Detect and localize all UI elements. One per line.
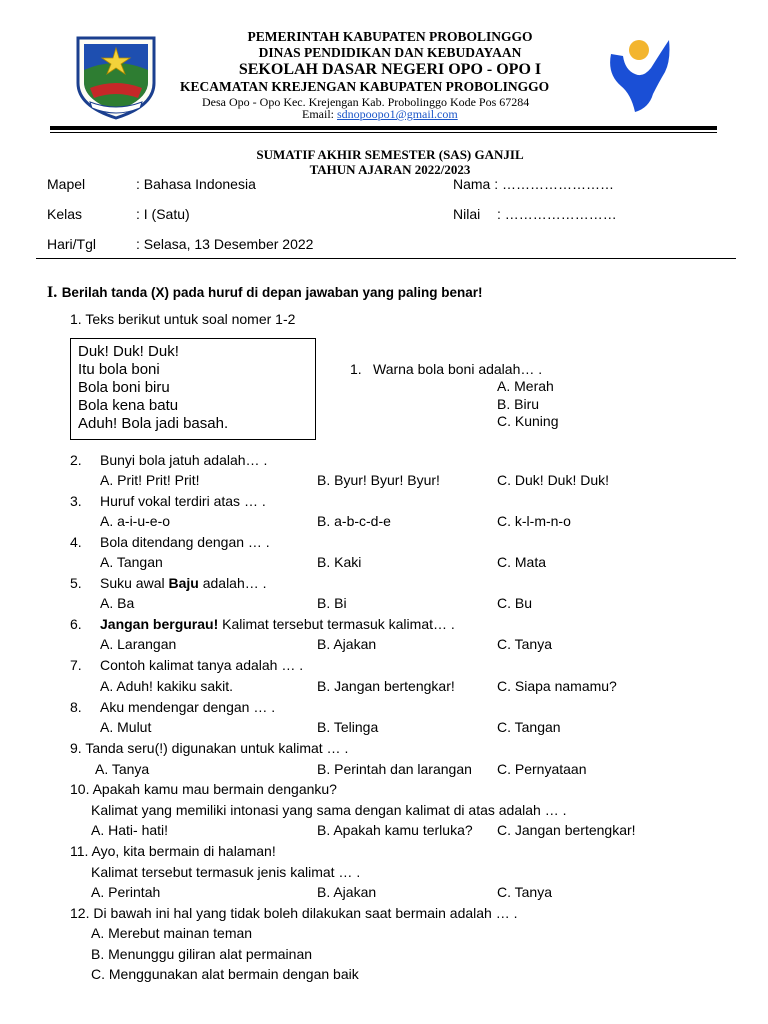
q11-option-b: B. Ajakan <box>317 884 377 900</box>
q11-text: 11. Ayo, kita bermain di halaman! <box>70 843 276 859</box>
q7-option-b: B. Jangan bertengkar! <box>317 678 455 694</box>
q10-option-a: A. Hati- hati! <box>91 822 169 838</box>
q7-option-a: A. Aduh! kakiku sakit. <box>100 678 234 694</box>
header-line-2: DINAS PENDIDIKAN DAN KEBUDAYAAN <box>258 45 522 60</box>
nilai-field: : …………………… <box>497 206 617 222</box>
q8-text: Aku mendengar dengan … . <box>100 699 276 715</box>
q11-option-a: A. Perintah <box>91 884 161 900</box>
q10-option-c: C. Jangan bertengkar! <box>497 822 636 838</box>
story-line: Aduh! Bola jadi basah. <box>78 415 229 432</box>
story-line: Duk! Duk! Duk! <box>78 343 179 360</box>
q1-text: Warna bola boni adalah… . <box>373 361 543 377</box>
exam-title: SUMATIF AKHIR SEMESTER (SAS) GANJIL <box>256 147 524 162</box>
q9-option-a: A. Tanya <box>95 761 150 777</box>
q5-text <box>100 575 267 591</box>
q8-number: 8. <box>70 699 82 715</box>
q5-text-post: adalah… . <box>198 575 267 591</box>
q2-option-c: C. Duk! Duk! Duk! <box>497 472 610 488</box>
q3-option-c: C. k-l-m-n-o <box>497 513 571 529</box>
q10-text: 10. Apakah kamu mau bermain denganku? <box>70 781 337 797</box>
kelas-value: : I (Satu) <box>136 206 190 222</box>
q1-number: 1. <box>350 361 362 377</box>
q5-text-bold: Baju <box>168 575 199 591</box>
q4-option-c: C. Mata <box>497 554 547 570</box>
letterhead-rule-thin <box>50 132 717 133</box>
q6-text-bold: Jangan bergurau! <box>100 616 219 632</box>
q8-option-b: B. Telinga <box>317 719 379 735</box>
q3-text: Huruf vokal terdiri atas … . <box>100 493 266 509</box>
q9-text: 9. Tanda seru(!) digunakan untuk kalimat … . <box>70 740 349 756</box>
q6-option-b: B. Ajakan <box>317 636 377 652</box>
q6-option-c: C. Tanya <box>497 636 552 652</box>
nama-field: Nama : …………………… <box>453 176 615 192</box>
story-box <box>70 338 316 440</box>
email-link[interactable]: sdnopoopo1@gmail.com <box>337 107 458 121</box>
q7-text: Contoh kalimat tanya adalah … . <box>100 657 304 673</box>
header-line-1: PEMERINTAH KABUPATEN PROBOLINGGO <box>247 29 533 44</box>
q11-subtext: Kalimat tersebut termasuk jenis kalimat … . <box>91 864 361 880</box>
section-roman: I. <box>47 284 58 301</box>
school-brand-logo <box>605 34 677 118</box>
q6-text <box>100 616 455 632</box>
identity-rule <box>36 258 736 259</box>
q3-option-a: A. a-i-u-e-o <box>100 513 171 529</box>
q4-number: 4. <box>70 534 82 550</box>
story-line: Bola boni biru <box>78 379 170 396</box>
q2-number: 2. <box>70 452 82 468</box>
q2-text: Bunyi bola jatuh adalah… . <box>100 452 268 468</box>
q5-number: 5. <box>70 575 82 591</box>
kelas-label: Kelas <box>47 206 83 222</box>
school-name: SEKOLAH DASAR NEGERI OPO - OPO I <box>238 61 542 78</box>
email-label: Email: <box>302 107 337 121</box>
school-email <box>302 107 458 122</box>
hari-label: Hari/Tgl <box>47 236 97 252</box>
q7-option-c: C. Siapa namamu? <box>497 678 617 694</box>
q4-text: Bola ditendang dengan … . <box>100 534 270 550</box>
mapel-value: : Bahasa Indonesia <box>136 176 256 192</box>
q1-option-c: C. Kuning <box>497 413 559 429</box>
q6-option-a: A. Larangan <box>100 636 177 652</box>
q1-option-a: A. Merah <box>497 378 554 394</box>
q9-option-c: C. Pernyataan <box>497 761 587 777</box>
q8-option-a: A. Mulut <box>100 719 152 735</box>
q3-option-b: B. a-b-c-d-e <box>317 513 391 529</box>
hari-value: : Selasa, 13 Desember 2022 <box>136 236 314 252</box>
story-line: Itu bola boni <box>78 361 160 378</box>
q6-text-post: Kalimat tersebut termasuk kalimat… . <box>218 616 455 632</box>
q5-option-b: B. Bi <box>317 595 347 611</box>
q2-option-a: A. Prit! Prit! Prit! <box>100 472 200 488</box>
q4-option-b: B. Kaki <box>317 554 362 570</box>
q5-option-a: A. Ba <box>100 595 135 611</box>
q10-option-b: B. Apakah kamu terluka? <box>317 822 473 838</box>
regency-crest-logo <box>70 28 162 120</box>
story-line: Bola kena batu <box>78 397 179 414</box>
intro-text: 1. Teks berikut untuk soal nomer 1-2 <box>70 311 296 327</box>
q8-option-c: C. Tangan <box>497 719 561 735</box>
q4-option-a: A. Tangan <box>100 554 163 570</box>
mapel-label: Mapel <box>47 176 86 192</box>
q7-number: 7. <box>70 657 82 673</box>
q6-number: 6. <box>70 616 82 632</box>
school-address: Desa Opo - Opo Kec. Krejengan Kab. Probolinggo Kode Pos 67284 <box>202 95 530 109</box>
instruction-text: Berilah tanda (X) pada huruf di depan jawaban yang paling benar! <box>61 285 483 300</box>
section-instruction <box>47 284 483 302</box>
q10-subtext: Kalimat yang memiliki intonasi yang sama dengan kalimat di atas adalah … . <box>91 802 567 818</box>
q12-text: 12. Di bawah ini hal yang tidak boleh dilakukan saat bermain adalah … . <box>70 905 518 921</box>
nilai-label: Nilai <box>453 206 481 222</box>
q12-option-b: B. Menunggu giliran alat permainan <box>91 946 313 962</box>
q2-option-b: B. Byur! Byur! Byur! <box>317 472 440 488</box>
q12-option-a: A. Merebut mainan teman <box>91 925 253 941</box>
letterhead-rule <box>50 126 717 130</box>
q9-option-b: B. Perintah dan larangan <box>317 761 472 777</box>
q12-option-c: C. Menggunakan alat bermain dengan baik <box>91 966 359 982</box>
q11-option-c: C. Tanya <box>497 884 552 900</box>
q5-text-pre: Suku awal <box>100 575 169 591</box>
header-line-4: KECAMATAN KREJENGAN KABUPATEN PROBOLINGGO <box>180 79 550 94</box>
q5-option-c: C. Bu <box>497 595 533 611</box>
q3-number: 3. <box>70 493 82 509</box>
exam-year: TAHUN AJARAN 2022/2023 <box>309 162 471 177</box>
q1-option-b: B. Biru <box>497 396 540 412</box>
